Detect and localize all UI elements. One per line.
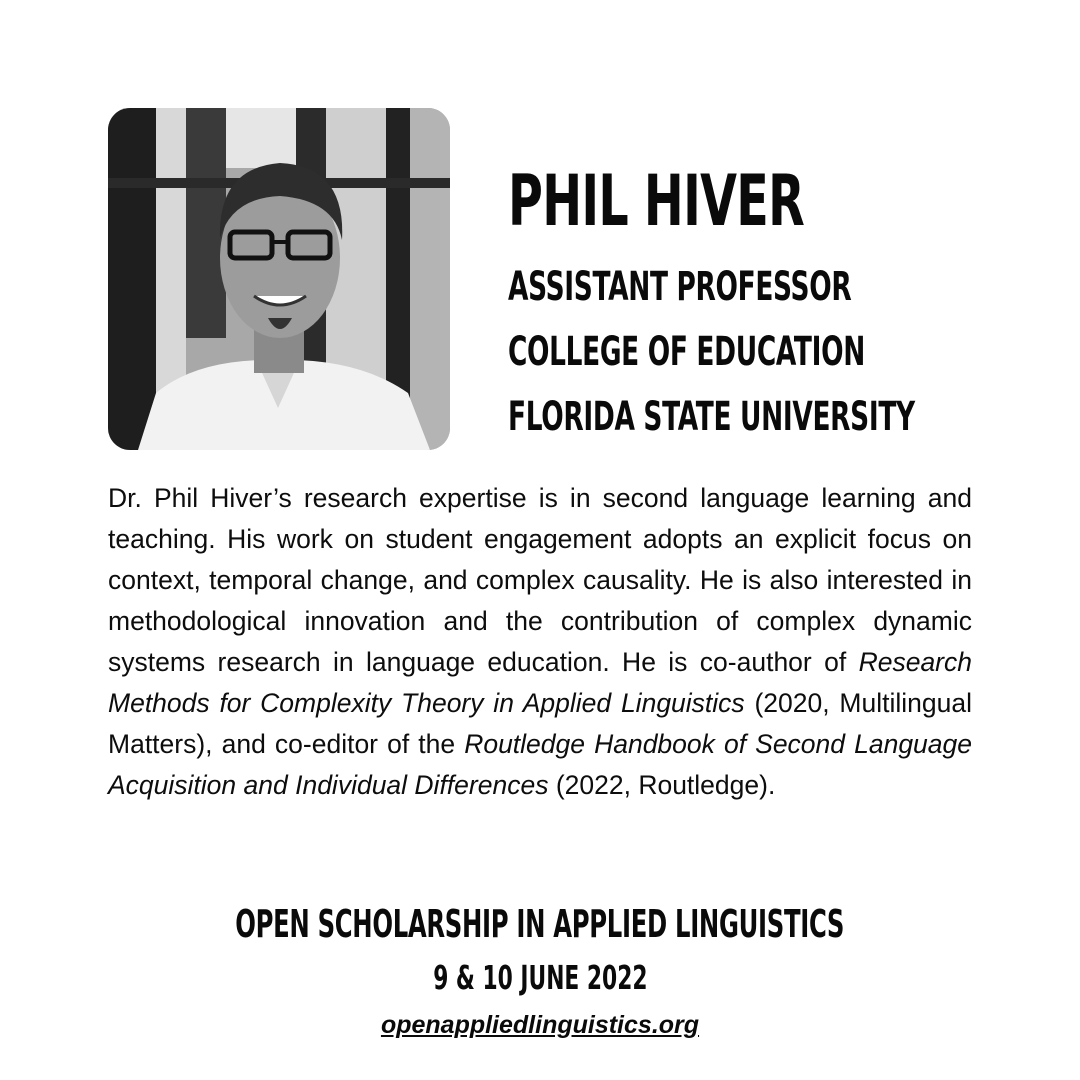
bio-book-title-2: Routledge Handbook of Second Language Acquisition and Individual Differences — [108, 729, 973, 800]
event-website-link[interactable]: openappliedlinguistics.org — [380, 1011, 700, 1039]
event-title-text: OPEN SCHOLARSHIP IN APPLIED LINGUISTICS — [235, 902, 845, 946]
event-date — [0, 956, 1080, 1000]
bio-book-title-1: Research Methods for Complexity Theory in Applied Linguistics — [108, 647, 972, 718]
event-title — [0, 900, 1080, 948]
bio-text-2: (2020, Multilingual Matters), and co-editor of the — [108, 688, 972, 759]
portrait-image — [108, 108, 450, 450]
event-date-text: 9 & 10 JUNE 2022 — [432, 958, 648, 997]
speaker-photo — [108, 108, 450, 450]
bio-text-3: (2022, Routledge). — [548, 770, 776, 800]
speaker-bio — [108, 478, 972, 806]
speaker-university: FLORIDA STATE UNIVERSITY — [508, 394, 915, 440]
speaker-name: PHIL HIVER — [508, 160, 805, 242]
speaker-department: COLLEGE OF EDUCATION — [508, 329, 865, 375]
bio-text-1: Dr. Phil Hiver’s research expertise is in second language learning and teaching. His work on student engagement adopts an explicit focus on context, temporal change, and complex causality. He is also interested in methodological innovation and the contribution of complex dynamic systems research in language education. He is co-author of — [108, 483, 972, 677]
speaker-position: ASSISTANT PROFESSOR — [508, 264, 852, 310]
event-website — [0, 1008, 1080, 1042]
